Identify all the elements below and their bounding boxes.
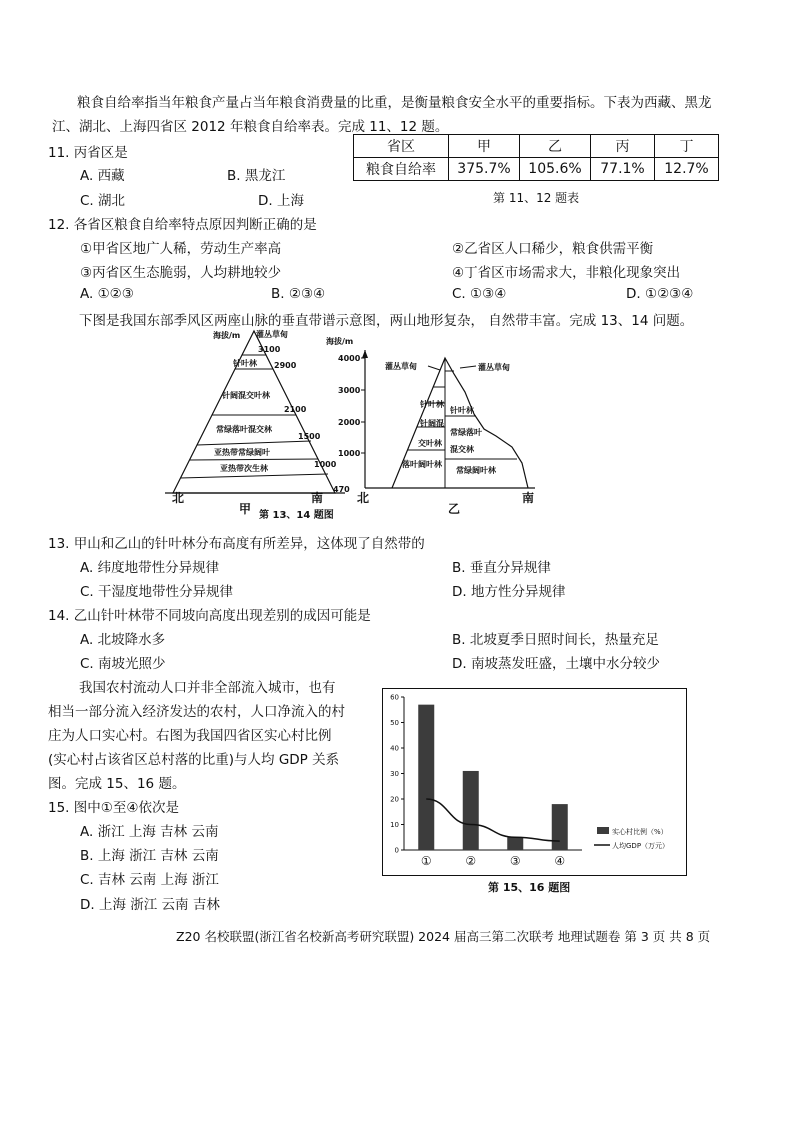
yi-north-belt-label: 灌丛草甸 xyxy=(385,362,417,371)
q12-option-d: D. ①②③④ xyxy=(626,286,694,302)
q12-stem: 12. 各省区粮食自给率特点原因判断正确的是 xyxy=(48,217,317,233)
y-tick-label: 10 xyxy=(390,821,399,829)
hollow-village-chart xyxy=(382,688,687,880)
bar xyxy=(507,837,523,850)
yi-north-belt-label: 针叶林 xyxy=(420,400,444,409)
q14-option-a: A. 北坡降水多 xyxy=(80,632,166,648)
legend-bar-swatch xyxy=(597,827,609,834)
q14-stem: 14. 乙山针叶林带不同坡向高度出现差别的成因可能是 xyxy=(48,608,371,624)
jia-north-label: 北 xyxy=(172,491,185,505)
mountain-caption: 第 13、14 题图 xyxy=(259,510,334,521)
belt-line xyxy=(197,441,311,445)
q12-option-c: C. ①③④ xyxy=(452,286,507,302)
jia-belt-label: 亚热带次生林 xyxy=(220,464,268,473)
legend-bar-label: 实心村比例（%） xyxy=(612,828,668,836)
table-cell: 375.7% xyxy=(449,158,520,181)
q11-stem: 11. 丙省区是 xyxy=(48,145,128,161)
table-cell: 12.7% xyxy=(655,158,719,181)
intro-line-1: 粮食自给率指当年粮食产量占当年粮食消费量的比重，是衡量粮食安全水平的重要指标。下表为西藏、黑龙 xyxy=(77,95,712,111)
yi-north-belt-label: 交叶林 xyxy=(418,439,442,448)
intro3-line: 我国农村流动人口并非全部流入城市，也有 xyxy=(79,680,336,696)
page-footer: Z20 名校联盟(浙江省名校新高考研究联盟) 2024 届高三第二次联考 地理试题卷 第 3 页 共 8 页 xyxy=(176,929,711,944)
leader-line xyxy=(460,366,476,368)
q12-item-1: ①甲省区地广人稀，劳动生产率高 xyxy=(80,241,282,257)
y-tick-label: 20 xyxy=(390,795,399,804)
yi-north-belt-label: 落叶阔叶林 xyxy=(402,460,442,469)
q11-option-d: D. 上海 xyxy=(258,193,304,209)
intro3-line: 相当一部分流入经济发达的农村，人口净流入的村 xyxy=(48,704,345,720)
jia-tick-label: 2100 xyxy=(284,405,307,414)
yi-tick-label: 3000 xyxy=(338,386,361,395)
jia-name-label: 甲 xyxy=(239,502,252,516)
intro-2: 下图是我国东部季风区两座山脉的垂直带谱示意图，两山地形复杂， 自然带丰富。完成 13、14 问题。 xyxy=(79,313,694,329)
table-cell: 省区 xyxy=(354,135,449,158)
x-tick-label: ① xyxy=(420,854,432,868)
table-cell: 丁 xyxy=(655,135,719,158)
jia-belt-label: 灌丛草甸 xyxy=(256,330,288,339)
q15-stem: 15. 图中①至④依次是 xyxy=(48,800,179,816)
jia-tick-label: 1500 xyxy=(298,432,321,441)
bar xyxy=(552,804,568,850)
q13-option-c: C. 干湿度地带性分异规律 xyxy=(80,584,234,600)
q15-option-a: A. 浙江 上海 吉林 云南 xyxy=(80,824,219,840)
y-tick-label: 60 xyxy=(390,693,399,702)
yi-axis-label: 海拔/m xyxy=(326,337,354,346)
jia-tick-label: 2900 xyxy=(274,361,297,370)
belt-line xyxy=(180,474,328,478)
y-tick-label: 30 xyxy=(390,770,399,778)
q12-item-2: ②乙省区人口稀少，粮食供需平衡 xyxy=(452,241,654,257)
yi-tick-label: 1000 xyxy=(338,449,361,458)
q12-option-b: B. ②③④ xyxy=(271,286,326,302)
yi-south-label: 南 xyxy=(522,491,535,505)
legend-line-label: 人均GDP（万元） xyxy=(612,842,670,850)
bar xyxy=(463,771,479,850)
q14-option-b: B. 北坡夏季日照时间长，热量充足 xyxy=(452,632,659,648)
yi-south-belt-label: 常绿阔叶林 xyxy=(456,466,496,475)
table-cell: 乙 xyxy=(520,135,591,158)
jia-belt-label: 亚热带常绿阔叶 xyxy=(214,448,270,457)
q14-option-c: C. 南坡光照少 xyxy=(80,656,166,672)
x-tick-label: ③ xyxy=(509,854,521,868)
q12-option-a: A. ①②③ xyxy=(80,286,134,302)
yi-south-belt-label: 混交林 xyxy=(450,445,474,454)
jia-belt-label: 常绿落叶混交林 xyxy=(216,425,272,434)
yi-south-belt-label: 灌丛草甸 xyxy=(478,363,510,372)
jia-tick-label: 470 xyxy=(333,485,350,494)
intro3-line: (实心村占该省区总村落的比重)与人均 GDP 关系 xyxy=(48,752,340,768)
jia-belt-label: 针阔混交叶林 xyxy=(222,391,270,400)
yi-tick-label: 2000 xyxy=(338,418,361,427)
table-cell: 77.1% xyxy=(591,158,655,181)
table-caption: 第 11、12 题表 xyxy=(493,191,580,205)
mountain-zonation-diagram xyxy=(160,328,550,523)
y-tick-label: 0 xyxy=(394,846,399,855)
jia-tick-label: 1000 xyxy=(314,460,337,469)
yi-south-belt-label: 常绿落叶 xyxy=(450,428,482,437)
yi-north-label: 北 xyxy=(357,491,370,505)
jia-south-label: 南 xyxy=(311,491,324,505)
table-row xyxy=(354,158,719,181)
x-tick-label: ② xyxy=(465,854,477,868)
table-cell: 粮食自给率 xyxy=(354,158,449,181)
x-tick-label: ④ xyxy=(554,854,566,868)
jia-belt-label: 针叶林 xyxy=(233,359,257,368)
q14-option-d: D. 南坡蒸发旺盛，土壤中水分较少 xyxy=(452,656,660,672)
q11-option-c: C. 湖北 xyxy=(80,193,126,209)
leader-line xyxy=(428,366,440,370)
q15-option-b: B. 上海 浙江 吉林 云南 xyxy=(80,848,219,864)
table-cell: 丙 xyxy=(591,135,655,158)
q11-option-a: A. 西藏 xyxy=(80,168,125,184)
y-tick-label: 50 xyxy=(390,719,399,727)
intro3-line: 庄为人口实心村。右图为我国四省区实心村比例 xyxy=(48,728,332,744)
jia-axis-label: 海拔/m xyxy=(213,331,241,340)
table-cell: 105.6% xyxy=(520,158,591,181)
q12-item-3: ③丙省区生态脆弱，人均耕地较少 xyxy=(80,265,282,281)
table-header-row xyxy=(354,135,719,158)
q13-option-a: A. 纬度地带性分异规律 xyxy=(80,560,220,576)
table-cell: 甲 xyxy=(449,135,520,158)
yi-north-belt-label: 针阔混 xyxy=(420,419,444,428)
q13-option-b: B. 垂直分异规律 xyxy=(452,560,551,576)
q13-stem: 13. 甲山和乙山的针叶林分布高度有所差异，这体现了自然带的 xyxy=(48,536,425,552)
jia-tick-label: 3100 xyxy=(258,345,281,354)
q11-option-b: B. 黑龙江 xyxy=(227,168,286,184)
yi-tick-label: 4000 xyxy=(338,354,361,363)
yi-axis-arrow xyxy=(362,350,368,358)
chart-caption: 第 15、16 题图 xyxy=(488,881,571,894)
q15-option-c: C. 吉林 云南 上海 浙江 xyxy=(80,872,219,888)
q15-option-d: D. 上海 浙江 云南 吉林 xyxy=(80,897,220,913)
yi-south-belt-label: 针叶林 xyxy=(450,406,474,415)
grain-self-sufficiency-table xyxy=(353,134,719,181)
yi-name-label: 乙 xyxy=(448,502,461,516)
belt-line xyxy=(190,459,318,460)
q12-item-4: ④丁省区市场需求大，非粮化现象突出 xyxy=(452,265,681,281)
q13-option-d: D. 地方性分异规律 xyxy=(452,584,566,600)
intro-line-2: 江、湖北、上海四省区 2012 年粮食自给率表。完成 11、12 题。 xyxy=(52,119,449,135)
bar xyxy=(418,705,434,850)
y-tick-label: 40 xyxy=(390,744,399,753)
intro3-line: 图。完成 15、16 题。 xyxy=(48,776,186,792)
